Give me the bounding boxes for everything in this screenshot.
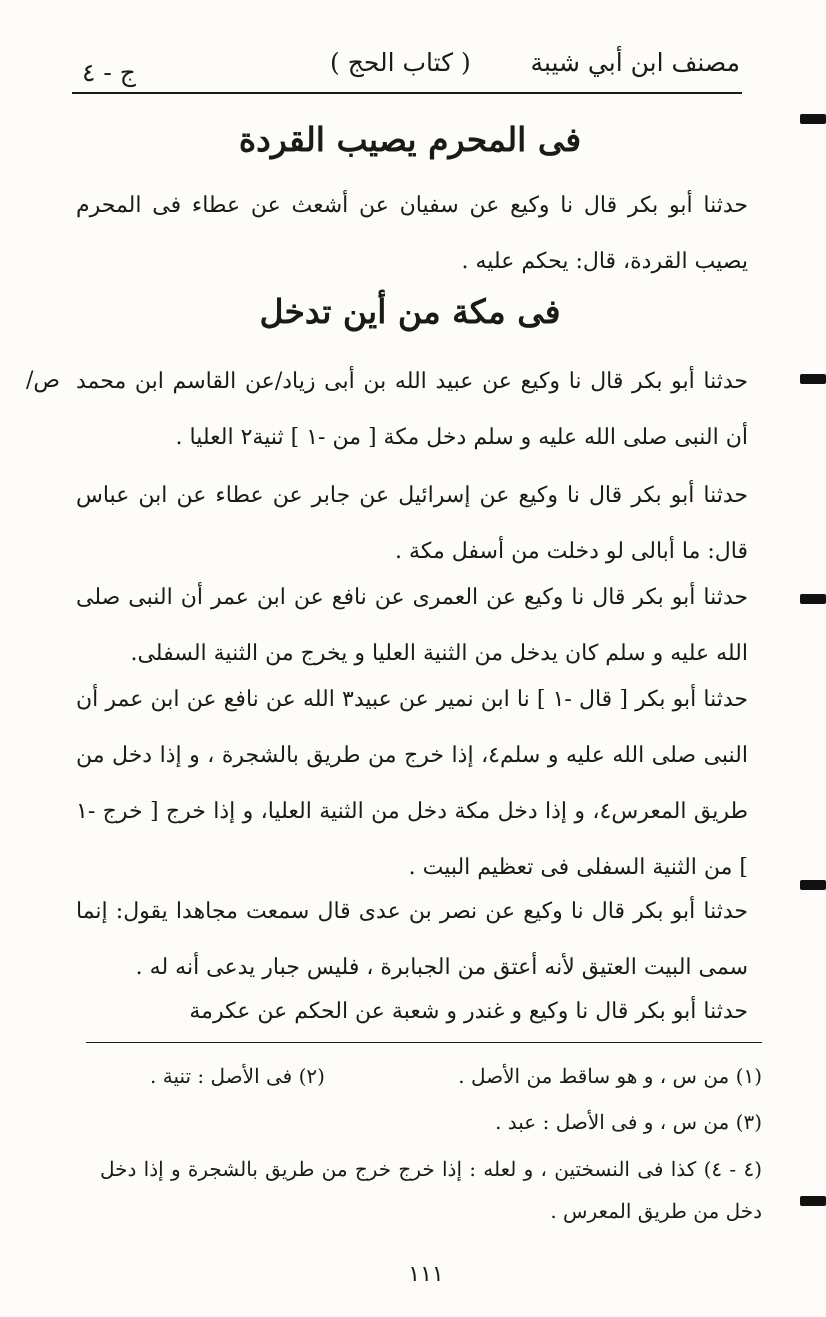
paragraph: حدثنا أبو بكر قال نا وكيع عن إسرائيل عن جابر عن عطاء عن ابن عباس قال: ما أبالى لو دخلت من أسفل مكة .	[76, 483, 748, 564]
margin-note: ص/	[25, 368, 60, 393]
section-heading-1: فى المحرم يصيب القردة	[238, 120, 582, 159]
page-number: ١١١	[408, 1262, 444, 1287]
edge-mark	[800, 114, 826, 124]
paragraph: حدثنا أبو بكر قال نا وكيع و غندر و شعبة عن الحكم عن عكرمة	[189, 999, 748, 1024]
footnote-rule	[86, 1042, 762, 1043]
paragraph: حدثنا أبو بكر [ قال -١ ] نا ابن نمير عن عبيد٣ الله عن نافع عن ابن عمر أن النبى صلى الله عليه و سلم٤، إذا خرج من طريق بالشجرة ، و إذا دخل من طريق المعرس٤، و إذا دخل مكة دخل من الثنية العليا، و إذا خرج [ خرج -١ ] من الثنية السفلى فى تعظيم البيت .	[76, 687, 749, 880]
footnote-3: (٣) من س ، و فى الأصل : عبد .	[495, 1110, 762, 1134]
edge-mark	[800, 594, 826, 604]
footnote-1: (١) من س ، و هو ساقط من الأصل .	[458, 1064, 762, 1088]
edge-mark	[800, 374, 826, 384]
footnote-2: (٢) فى الأصل : تنية .	[150, 1064, 325, 1088]
paragraph: حدثنا أبو بكر قال نا وكيع عن العمرى عن نافع عن ابن عمر أن النبى صلى الله عليه و سلم كان يدخل من الثنية العليا و يخرج من الثنية السفلى.	[76, 585, 748, 666]
edge-mark	[800, 1196, 826, 1206]
footnote-4: (٤ - ٤) كذا فى النسختين ، و لعله : إذا خرج خرج من طريق بالشجرة و إذا دخل دخل من طريق المعرس .	[100, 1157, 762, 1223]
paragraph: حدثنا أبو بكر قال نا وكيع عن نصر بن عدى قال سمعت مجاهدا يقول: إنما سمى البيت العتيق لأنه أعتق من الجبابرة ، فليس جبار يدعى أنه له .	[76, 899, 748, 980]
edge-mark	[800, 880, 826, 890]
paragraph: حدثنا أبو بكر قال نا وكيع عن عبيد الله بن أبى زياد/عن القاسم ابن محمد أن النبى صلى الله عليه و سلم دخل مكة [ من -١ ] ثنية٢ العليا .	[76, 369, 749, 450]
paragraph: حدثنا أبو بكر قال نا وكيع عن سفيان عن أشعث عن عطاء فى المحرم يصيب القردة، قال: يحكم عليه .	[76, 193, 748, 274]
header-chapter: ( كتاب الحج )	[330, 48, 471, 77]
header-book-title: مصنف ابن أبي شيبة	[530, 48, 740, 77]
section-heading-2: فى مكة من أين تدخل	[259, 292, 561, 331]
header-volume: ج - ٤	[82, 58, 136, 87]
header-rule	[72, 92, 742, 94]
